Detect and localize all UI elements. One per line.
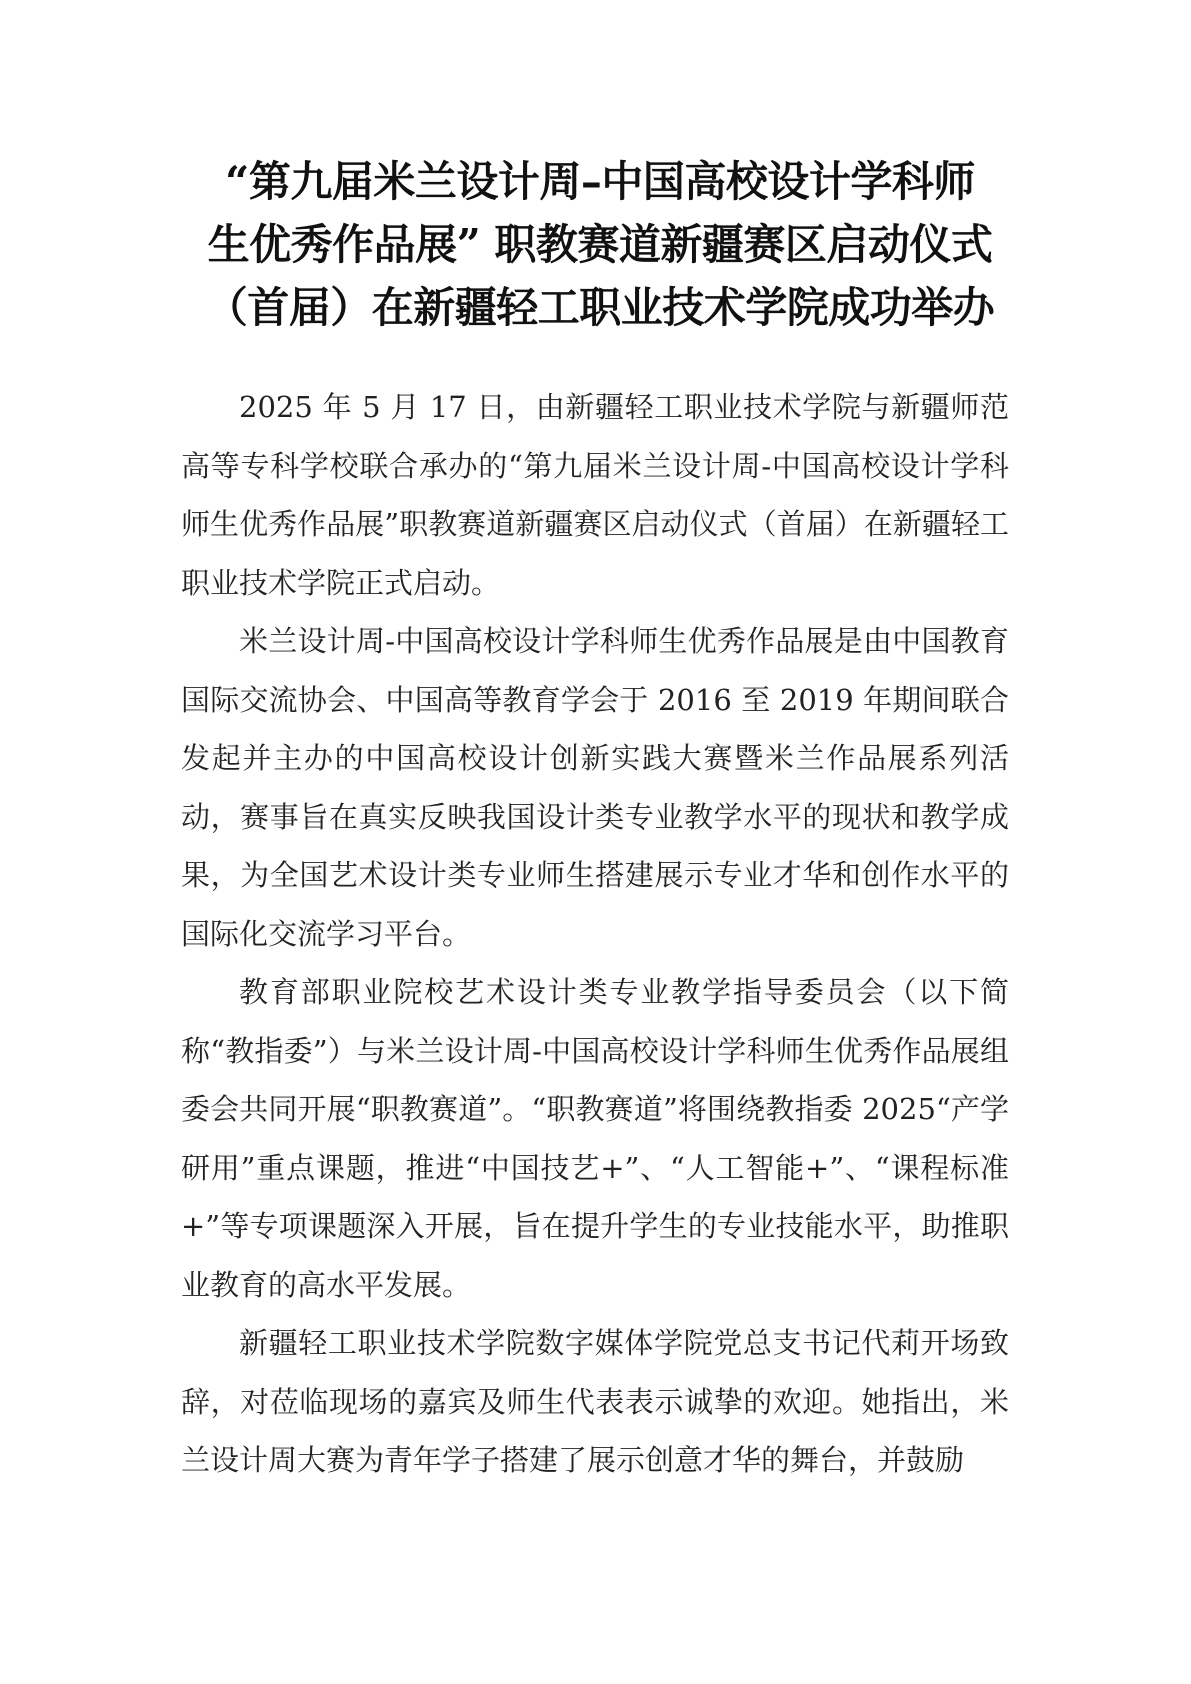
paragraph-vocational-track: 教育部职业院校艺术设计类专业教学指导委员会（以下简称“教指委”）与米兰设计周-中国高校设计学科师生优秀作品展组委会共同开展“职教赛道”。“职教赛道”将围绕教指委 2025“产学研用”重点课题，推进“中国技艺+”、“人工智能+”、“课程标准+”等专项课题深入开展，旨在提升学生的专业技能水平，助推职业教育的高水平发展。 [181,975,1009,1302]
title-line-2: 生优秀作品展” 职教赛道新疆赛区启动仪式 [207,220,993,269]
document-body [181,378,1009,1490]
document-title [150,150,1050,339]
title-line-1: “第九届米兰设计周–中国高校设计学科师 [225,157,975,206]
title-line-3: （首届）在新疆轻工职业技术学院成功举办 [205,283,995,332]
paragraph-opening-speech: 新疆轻工职业技术学院数字媒体学院党总支书记代莉开场致辞，对莅临现场的嘉宾及师生代表表示诚挚的欢迎。她指出，米兰设计周大赛为青年学子搭建了展示创意才华的舞台，并鼓励 [181,1326,1009,1477]
paragraph-exhibition-background: 米兰设计周-中国高校设计学科师生优秀作品展是由中国教育国际交流协会、中国高等教育学会于 2016 至 2019 年期间联合发起并主办的中国高校设计创新实践大赛暨米兰作品展系列活动，赛事旨在真实反映我国设计类专业教学水平的现状和教学成果，为全国艺术设计类专业师生搭建展示专业才华和创作水平的国际化交流学习平台。 [181,624,1009,951]
paragraph-launch-event: 2025 年 5 月 17 日，由新疆轻工职业技术学院与新疆师范高等专科学校联合承办的“第九届米兰设计周-中国高校设计学科师生优秀作品展”职教赛道新疆赛区启动仪式（首届）在新疆轻工职业技术学院正式启动。 [181,390,1009,600]
